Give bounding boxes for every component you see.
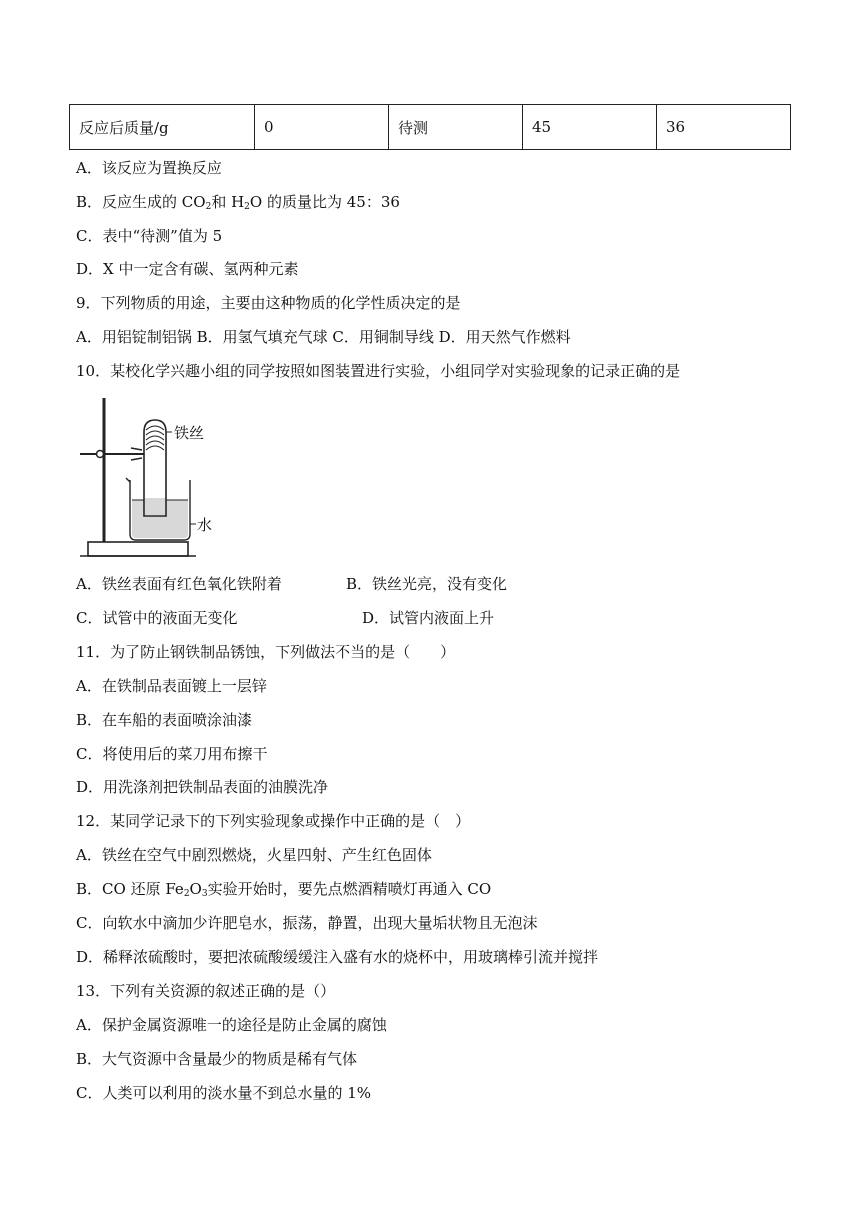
text-run: B．反应生成的 CO [76,193,206,211]
water-label: 水 [197,516,213,534]
q13-option-c: C．人类可以利用的淡水量不到总水量的 1% [76,1084,372,1102]
apparatus-diagram [76,392,226,562]
q9-options: A．用铝锭制铝锅 B．用氢气填充气球 C．用铜制导线 D．用天然气作燃料 [76,328,571,346]
subscript: 2 [205,202,212,212]
q12-option-a: A．铁丝在空气中剧烈燃烧，火星四射、产生红色固体 [76,846,432,864]
q11-option-c: C．将使用后的菜刀用布擦干 [76,745,268,763]
table-cell: 0 [255,105,389,150]
q11-option-b: B．在车船的表面喷涂油漆 [76,711,253,729]
q10-option-d: D．试管内液面上升 [362,609,495,627]
table-cell: 待测 [389,105,523,150]
text-run: O [189,880,202,898]
q8-option-d: D．X 中一定含有碳、氢两种元素 [76,260,299,278]
q8-option-c: C．表中“待测”值为 5 [76,227,223,245]
text-run: B．CO 还原 Fe [76,880,184,898]
q10-stem: 10．某校化学兴趣小组的同学按照如图装置进行实验，小组同学对实验现象的记录正确的是 [76,362,681,380]
q12-option-c: C．向软水中滴加少许肥皂水，振荡，静置，出现大量垢状物且无泡沫 [76,914,538,932]
q8-option-b [76,192,400,217]
q9-stem: 9．下列物质的用途，主要由这种物质的化学性质决定的是 [76,294,461,312]
q10-option-a: A．铁丝表面有红色氧化铁附着 [76,575,282,593]
q12-option-d: D．稀释浓硫酸时，要把浓硫酸缓缓注入盛有水的烧杯中，用玻璃棒引流并搅拌 [76,948,599,966]
text-run: O 的质量比为 45：36 [249,193,400,211]
q13-option-b: B．大气资源中含量最少的物质是稀有气体 [76,1050,358,1068]
q12-stem: 12．某同学记录下的下列实验现象或操作中正确的是（ ） [76,812,471,830]
subscript: 2 [244,202,250,212]
table-cell: 45 [523,105,657,150]
text-run: 实验开始时，要先点燃酒精喷灯再通入 CO [207,880,492,898]
q10-option-c: C．试管中的液面无变化 [76,609,238,627]
text-run: 和 H [211,193,245,211]
table-cell: 36 [657,105,791,150]
iron-wire-apparatus-figure [76,392,226,562]
q13-option-a: A．保护金属资源唯一的途径是防止金属的腐蚀 [76,1016,387,1034]
iron-wire-label: 铁丝 [174,424,205,442]
table-row [70,105,791,150]
row-label-cell: 反应后质量/g [70,105,255,150]
subscript: 3 [201,889,208,899]
reaction-mass-table [69,104,791,150]
q12-option-b [76,879,491,904]
q13-stem: 13．下列有关资源的叙述正确的是（） [76,982,336,1000]
q11-stem: 11．为了防止钢铁制品锈蚀，下列做法不当的是（ ） [76,643,456,661]
q10-option-b: B．铁丝光亮，没有变化 [346,575,508,593]
subscript: 2 [183,889,190,899]
q8-option-a: A．该反应为置换反应 [76,159,222,177]
q11-option-d: D．用洗涤剂把铁制品表面的油膜洗净 [76,778,329,796]
q11-option-a: A．在铁制品表面镀上一层锌 [76,677,267,695]
